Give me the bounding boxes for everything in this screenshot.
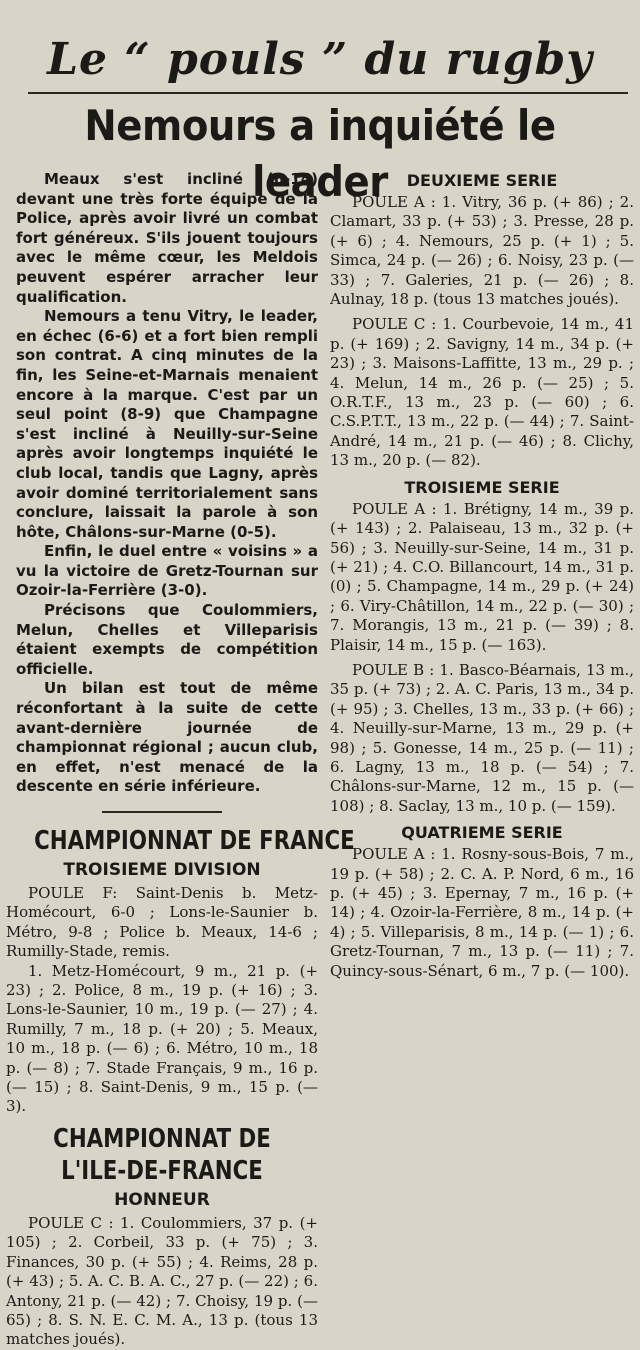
deuxieme-poule-c: POULE C : 1. Courbevoie, 14 m., 41 p. (+ 169) ; 2. Savigny, 14 m., 34 p. (+ 23) ; 3. Maisons-Laffitte, 13 m., 29 p. ; 4. Melun, 14 m., 26 p. (— 25) ; 5. O.R.T.F., 13 m., 23 p. (— 60) ; 6. C.S.P.T.T., 13 m., 22 p. (— 44) ; 7. Saint-André, 14 m., 21 p. (— 46) ; 8. Clichy, 13 m., 20 p. (— 82).	[330, 315, 634, 470]
troisieme-poule-b: POULE B : 1. Basco-Béarnais, 13 m., 35 p. (+ 73) ; 2. A. C. Paris, 13 m., 34 p. (+ 95) ; 3. Chelles, 13 m., 33 p. (+ 66) ; 4. Neuilly-sur-Marne, 13 m., 29 p. (+ 98) ; 5. Gonesse, 14 m., 25 p. (— 11) ; 6. Lagny, 13 m., 18 p. (— 54) ; 7. Châlons-sur-Marne, 12 m., 15 p. (— 108) ; 8. Saclay, 13 m., 10 p. (— 159).	[330, 660, 634, 815]
article-body	[6, 170, 318, 797]
honneur-title: HONNEUR	[114, 1189, 210, 1210]
intro-paragraph: Enfin, le duel entre « voisins » a vu la victoire de Gretz-Tournan sur Ozoir-la-Ferrière (3-0).	[16, 542, 318, 600]
honneur-poule-c: POULE C : 1. Coulommiers, 37 p. (+ 105) ; 2. Corbeil, 33 p. (+ 75) ; 3. Finances, 30 p. (+ 55) ; 4. Reims, 28 p. (+ 43) ; 5. A. C. B. A. C., 27 p. (— 22) ; 6. Antony, 21 p. (— 42) ; 7. Choisy, 19 p. (— 65) ; 8. S. N. E. C. M. A., 13 p. (tous 13 matches joués).	[6, 1213, 318, 1349]
troisieme-serie-title: TROISIEME SERIE	[404, 477, 560, 497]
poule-f-standings: 1. Metz-Homécourt, 9 m., 21 p. (+ 23) ; 2. Police, 8 m., 19 p. (+ 16) ; 3. Lons-le-Saunier, 10 m., 19 p. (— 27) ; 4. Rumilly, 7 m., 18 p. (+ 20) ; 5. Meaux, 10 m., 18 p. (— 6) ; 6. Métro, 10 m., 18 p. (— 8) ; 7. Stade Français, 9 m., 16 p. (— 15) ; 8. Saint-Denis, 9 m., 15 p. (— 3).	[6, 961, 318, 1116]
intro-paragraph: Un bilan est tout de même réconfortant à la suite de cette avant-dernière journée de championnat régional ; aucun club, en effet, n'est menacé de la descente en série inférieure.	[16, 679, 318, 796]
section-divider	[102, 811, 222, 813]
division-title: TROISIEME DIVISION	[63, 860, 261, 880]
kicker-title: Le “ pouls ” du rugby	[47, 34, 593, 85]
left-column	[6, 170, 355, 1350]
deuxieme-poule-a: POULE A : 1. Vitry, 36 p. (+ 86) ; 2. Clamart, 33 p. (+ 53) ; 3. Presse, 28 p. (+ 6) ; 4. Nemours, 25 p. (+ 1) ; 5. Simca, 24 p. (— 26) ; 6. Noisy, 23 p. (— 33) ; 7. Galeries, 21 p. (— 26) ; 8. Aulnay, 18 p. (tous 13 matches joués).	[330, 193, 634, 309]
quatrieme-poule-a: POULE A : 1. Rosny-sous-Bois, 7 m., 19 p. (+ 58) ; 2. C. A. P. Nord, 6 m., 16 p. (+ 45) ; 3. Epernay, 7 m., 16 p. (+ 14) ; 4. Ozoir-la-Ferrière, 8 m., 14 p. (+ 4) ; 5. Villeparisis, 8 m., 14 p. (— 1) ; 6. Gretz-Tournan, 7 m., 13 p. (— 11) ; 7. Quincy-sous-Sénart, 6 m., 7 p. (— 100).	[330, 845, 634, 980]
section-title-idf-line1: CHAMPIONNAT DE	[53, 1123, 271, 1154]
kicker-rule	[28, 92, 628, 94]
quatrieme-serie-title: QUATRIEME SERIE	[401, 823, 563, 843]
poule-f-results: POULE F: Saint-Denis b. Metz-Homécourt, 6-0 ; Lons-le-Saunier b. Métro, 9-8 ; Police b. Meaux, 14-6 ; Rumilly-Stade, remis.	[6, 884, 318, 961]
intro-paragraph: Meaux s'est incliné (6-14) devant une très forte équipe de la Police, après avoir livré un combat fort généreux. S'ils jouent toujours avec le même cœur, les Meldois peuvent espérer arracher leur qualification.	[16, 170, 318, 306]
troisieme-poule-a: POULE A : 1. Brétigny, 14 m., 39 p. (+ 143) ; 2. Palaiseau, 13 m., 32 p. (+ 56) ; 3. Neuilly-sur-Seine, 14 m., 31 p. (+ 21) ; 4. C.O. Billancourt, 14 m., 31 p. (0) ; 5. Champagne, 14 m., 29 p. (+ 24) ; 6. Viry-Châtillon, 14 m., 22 p. (— 30) ; 7. Morangis, 13 m., 21 p. (— 39) ; 8. Plaisir, 14 m., 15 p. (— 163).	[330, 499, 634, 654]
section-title-idf-line2: L'ILE-DE-FRANCE	[61, 1155, 263, 1186]
right-column	[330, 170, 634, 981]
intro-paragraph: Précisons que Coulommiers, Melun, Chelles et Villeparisis étaient exempts de compétition officielle.	[16, 601, 318, 678]
section-title-france: CHAMPIONNAT DE FRANCE	[34, 826, 355, 856]
headline: Nemours a inquiété le leader	[84, 101, 556, 206]
intro-paragraph: Nemours a tenu Vitry, le leader, en échec (6-6) et a fort bien rempli son contrat. A cinq minutes de la fin, les Seine-et-Marnais menaient encore à la marque. C'est par un seul point (8-9) que Champagne s'est incliné à Neuilly-sur-Seine après avoir longtemps inquiété le club local, tandis que Lagny, après avoir dominé territorialement sans conclure, laissait la parole à son hôte, Châlons-sur-Marne (0-5).	[16, 307, 318, 541]
deuxieme-serie-title: DEUXIEME SERIE	[406, 171, 558, 190]
